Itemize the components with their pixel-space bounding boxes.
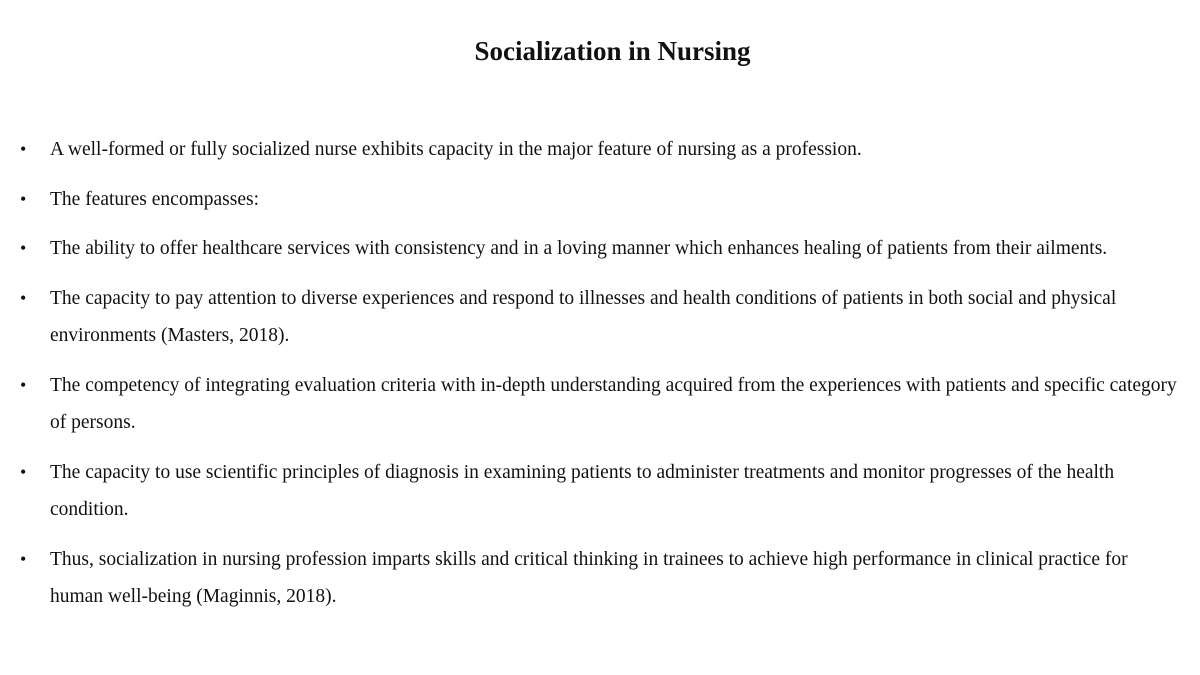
bullet-icon: • <box>20 188 27 209</box>
bullet-item <box>20 181 1180 219</box>
bullet-text: The features encompasses: <box>50 188 259 210</box>
bullet-icon: • <box>20 139 27 159</box>
bullet-item <box>20 280 1180 355</box>
slide-title: Socialization in Nursing <box>474 36 751 66</box>
bullet-icon: • <box>20 548 27 569</box>
bullet-text: A well-formed or fully socialized nurse exhibits capacity in the major feature of nursing as a profession. <box>50 139 862 160</box>
bullet-text: The competency of integrating evaluation criteria with in-depth understanding acquired from the experiences with patients and specific category of persons. <box>50 374 1177 433</box>
bullet-item <box>20 367 1180 442</box>
bullet-icon: • <box>20 461 27 482</box>
bullet-text: Thus, socialization in nursing profession imparts skills and critical thinking in trainees to achieve high performance in clinical practice for human well-being (Maginnis, 2018). <box>50 548 1128 607</box>
bullet-text: The capacity to pay attention to diverse experiences and respond to illnesses and health conditions of patients in both social and physical environments (Masters, 2018). <box>50 287 1117 346</box>
bullet-item <box>20 541 1180 616</box>
bullet-text: The capacity to use scientific principles of diagnosis in examining patients to administer treatments and monitor progresses of the health condition. <box>50 461 1115 520</box>
bullet-item <box>20 454 1180 529</box>
bullet-icon: • <box>20 374 27 395</box>
bullet-list <box>20 131 1180 628</box>
bullet-item <box>20 131 1180 169</box>
bullet-icon: • <box>20 238 27 258</box>
bullet-item <box>20 230 1180 268</box>
bullet-text: The ability to offer healthcare services with consistency and in a loving manner which enhances healing of patients from their ailments. <box>50 238 1108 259</box>
bullet-icon: • <box>20 287 27 308</box>
